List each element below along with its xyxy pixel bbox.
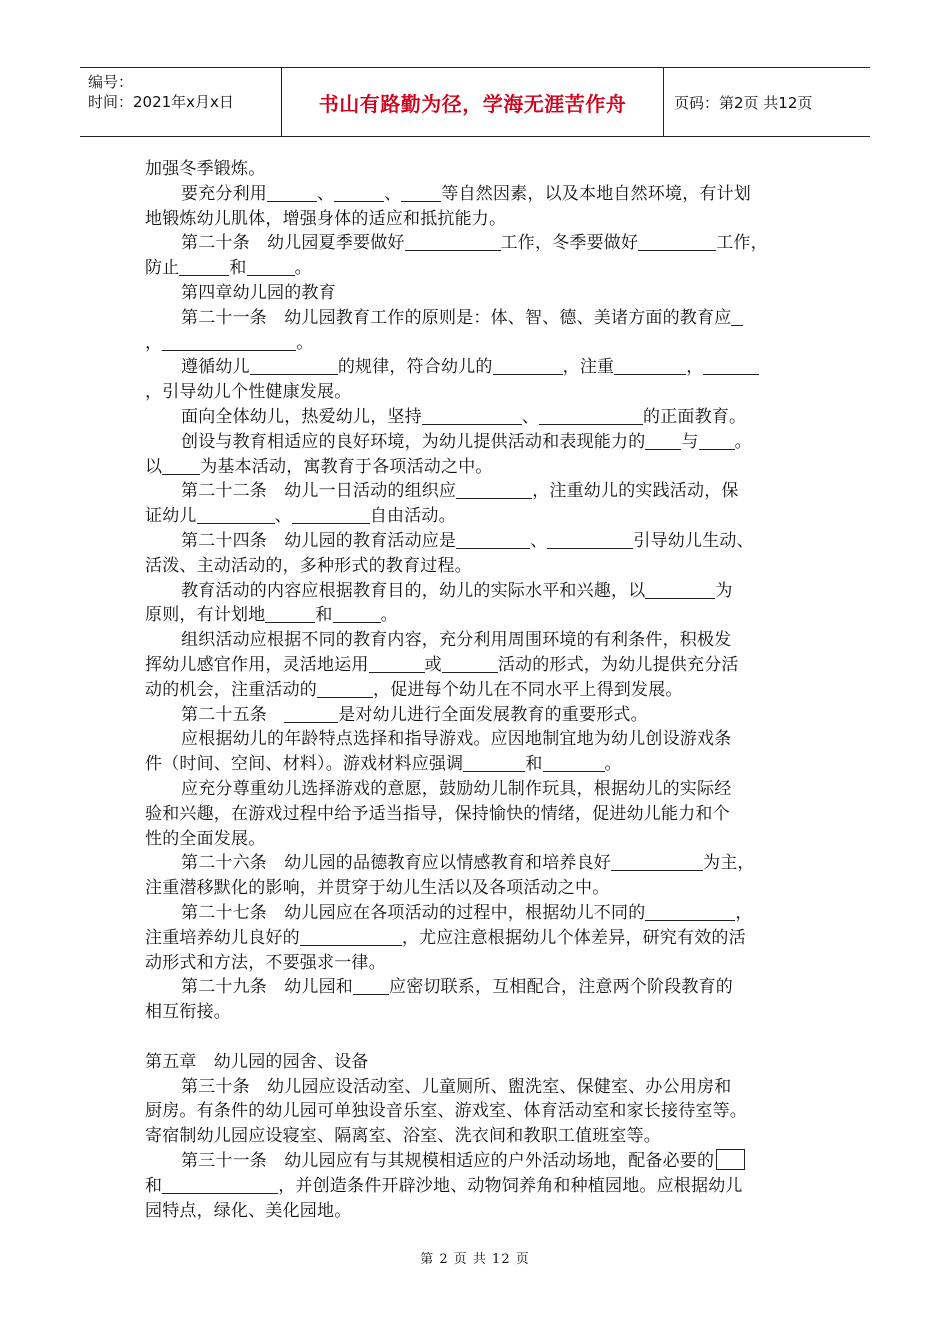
blank-box [716, 1149, 745, 1170]
blank [401, 185, 441, 202]
blank [162, 1177, 278, 1194]
text-line: 件（时间、空间、材料）。游戏材料应强调 和 。 [145, 754, 622, 775]
blank [197, 507, 275, 524]
text-line: 验和兴趣，在游戏过程中给予适当指导，保持愉快的情绪，促进幼儿能力和个 [145, 803, 730, 824]
text-line: 第二十一条 幼儿园教育工作的原则是：体、智、德、美诸方面的教育应 [145, 306, 805, 331]
text-line: 第二十七条 幼儿园应在各项活动的过程中，根据幼儿不同的 ， [181, 902, 753, 923]
text-line: 原则，有计划地 和 。 [145, 605, 398, 626]
text-line: 第二十二条 幼儿一日活动的组织应 ，注重幼儿的实践活动，保 [181, 481, 739, 502]
text-line: 寄宿制幼儿园应设寝室、隔离室、浴室、洗衣间和教职工值班室等。 [145, 1126, 661, 1147]
text-line: 教育活动的内容应根据教育目的，幼儿的实际水平和兴趣，以 为 [181, 580, 733, 601]
blank [539, 408, 643, 425]
text-line: 地锻炼幼儿肌体，增强身体的适应和抵抗能力。 [145, 208, 507, 229]
text-line: 第二十条 幼儿园夏季要做好 工作，冬季要做好 工作， [181, 233, 768, 254]
blank [699, 433, 735, 450]
text-line: 加强冬季锻炼。 [145, 159, 266, 179]
blank [422, 408, 522, 425]
blank [611, 854, 703, 871]
motto-text: 书山有路勤为径，学海无涯苦作舟 [318, 91, 627, 116]
blank [456, 532, 530, 549]
blank [162, 334, 296, 351]
blank [456, 482, 532, 499]
blank [638, 234, 716, 251]
blank [493, 358, 563, 375]
text-line: 以 为基本活动，寓教育于各项活动之中。 [145, 456, 493, 477]
blank [292, 507, 370, 524]
text-line: 活泼、主动活动的，多种形式的教育过程。 [145, 555, 472, 576]
blank [703, 358, 759, 375]
header-motto-cell [282, 68, 664, 136]
blank [463, 755, 525, 772]
text-line: 第二十九条 幼儿园和 应密切联系，互相配合，注意两个阶段教育的 [181, 977, 733, 998]
blank [543, 755, 605, 772]
text-line: 动的机会，注重活动的 ，促进每个幼儿在不同水平上得到发展。 [145, 679, 683, 700]
blank [353, 978, 389, 995]
page-header [80, 67, 870, 137]
blank [267, 185, 317, 202]
text-line: 园特点，绿化、美化园地。 [145, 1200, 352, 1221]
paragraph-gap [145, 1025, 805, 1050]
page-footer: 第 2 页 共 12 页 [420, 1252, 530, 1267]
time-label: 时间：2021年x月x日 [88, 93, 234, 111]
page-label: 页码：第2页 共12页 [674, 93, 813, 112]
text-line: 第二十六条 幼儿园的品德教育应以情感教育和培养良好 为主， [181, 853, 755, 874]
blank [547, 532, 633, 549]
header-page-cell [664, 68, 870, 136]
text-line: 第三十条 幼儿园应设活动室、儿童厕所、盥洗室、保健室、办公用房和 [181, 1076, 732, 1097]
text-line: ， 。 [145, 332, 314, 353]
blank [300, 929, 402, 946]
text-line: 应充分尊重幼儿选择游戏的意愿，鼓励幼儿制作玩具，根据幼儿的实际经 [181, 778, 732, 799]
blank [645, 433, 681, 450]
text-line: 注重培养幼儿良好的 ，尤应注意根据幼儿个体差异，研究有效的活 [145, 927, 746, 948]
blank [250, 358, 338, 375]
chapter-heading: 第四章幼儿园的教育 [181, 282, 336, 303]
text-line: 组织活动应根据不同的教育内容，充分利用周围环境的有利条件，积极发 [181, 630, 732, 651]
header-meta [80, 68, 282, 136]
blank [442, 656, 498, 673]
text-line: 第二十五条 是对幼儿进行全面发展教育的重要形式。 [181, 704, 648, 725]
text-line: 第二十四条 幼儿园的教育活动应是 、 引导幼儿生动、 [181, 530, 754, 551]
blank [405, 234, 501, 251]
blank [162, 458, 200, 475]
text-line: 应根据幼儿的年龄特点选择和指导游戏。应因地制宜地为幼儿创设游戏条 [181, 729, 732, 750]
text-line: 相互衔接。 [145, 1002, 231, 1023]
blank [731, 309, 743, 326]
text-line: 防止 和 。 [145, 258, 312, 279]
text-line: 要充分利用 、 、 等自然因素，以及本地自然环境，有计划 [181, 183, 752, 204]
blank [247, 259, 295, 276]
blank [284, 706, 338, 723]
blank [265, 606, 315, 623]
document-body [145, 157, 805, 1223]
blank [333, 606, 381, 623]
text-line: 性的全面发展。 [145, 828, 266, 849]
text-line: 和 ，并创造条件开辟沙地、动物饲养角和种植园地。应根据幼儿 [145, 1175, 743, 1196]
text-line: 面向全体幼儿，热爱幼儿，坚持 、 的正面教育。 [181, 406, 747, 427]
text-line: 挥幼儿感官作用，灵活地运用 或 活动的形式，为幼儿提供充分活 [145, 654, 739, 675]
text-line: 遵循幼儿 的规律，符合幼儿的 ，注重 ， [145, 355, 805, 380]
text-line: 证幼儿 、 自由活动。 [145, 506, 456, 527]
text-line: 创设与教育相适应的良好环境，为幼儿提供活动和表现能力的 与 。 [181, 431, 752, 452]
blank [317, 681, 373, 698]
blank [614, 358, 686, 375]
text-line: 第三十一条 幼儿园应有与其规模相适应的户外活动场地，配备必要的 [145, 1149, 805, 1174]
blank [645, 582, 715, 599]
blank [334, 185, 384, 202]
blank [369, 656, 425, 673]
text-line: ，引导幼儿个性健康发展。 [145, 382, 352, 403]
text-line: 动形式和方法，不要强求一律。 [145, 952, 386, 973]
text-line: 注重潜移默化的影响，并贯穿于幼儿生活以及各项活动之中。 [145, 878, 610, 899]
text-line: 厨房。有条件的幼儿园可单独设音乐室、游戏室、体育活动室和家长接待室等。 [145, 1101, 747, 1122]
chapter-heading: 第五章 幼儿园的园舍、设备 [145, 1051, 369, 1072]
blank [179, 259, 229, 276]
blank [645, 904, 735, 921]
number-label: 编号： [88, 73, 134, 91]
